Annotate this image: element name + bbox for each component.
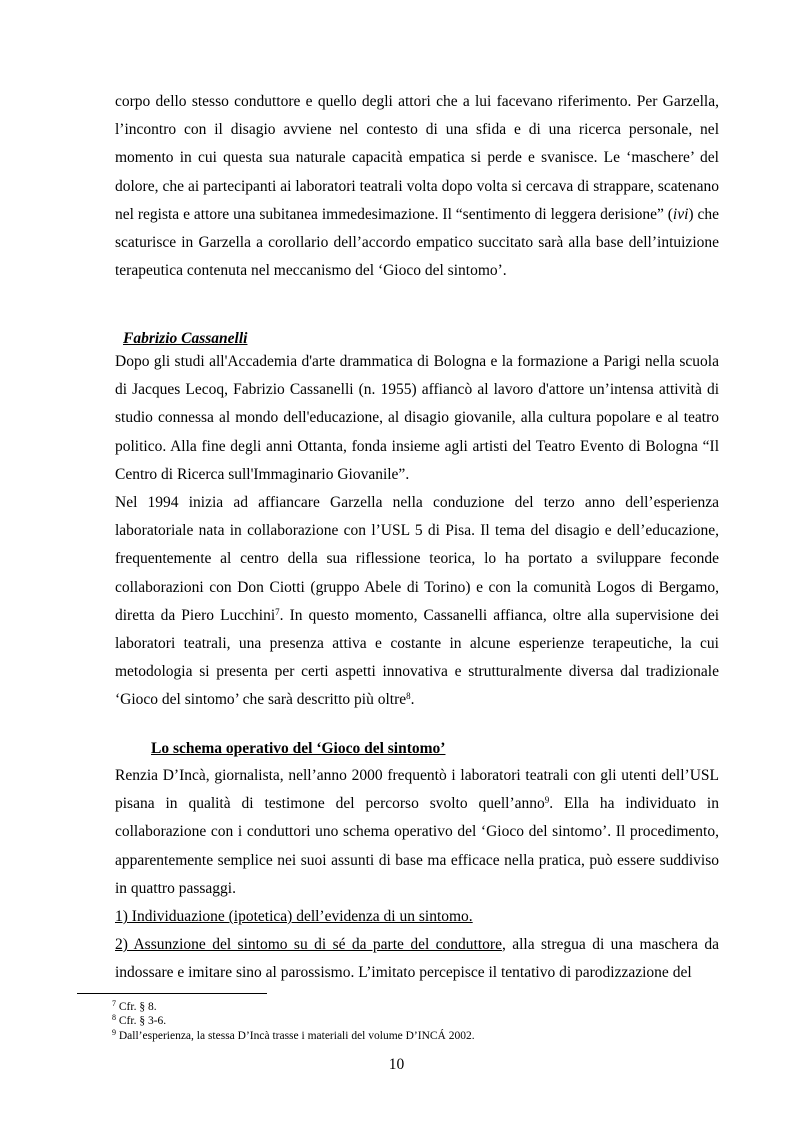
- cassanelli-paragraph-2: Nel 1994 inizia ad affiancare Garzella nella conduzione del terzo anno dell’esperienza laboratoriale nata in collaborazione con l’USL 5 di Pisa. Il tema del disagio e dell’educazione, frequentemente al centro della sua riflessione teorica, lo ha portato a sviluppare feconde collaborazioni con Don Ciotti (gruppo Abele di Torino) e con la comunità Logos di Bergamo, diretta da Piero Lucchini$^7$. In questo momento, Cassanelli affianca, oltre alla supervisione dei laboratori teatrali, una presenza attiva e costante in alcune esperienze terapeutiche, la cui metodologia si presenta per certi aspetti innovativa e strutturalmente diversa dal tradizionale ‘Gioco del sintomo’ che sarà descritto più oltre$^8$.: [115, 494, 720, 709]
- footnote-ref-7[interactable]: 7: [275, 606, 280, 617]
- footnote-separator: [77, 993, 267, 994]
- schema-step-2: 2) Assunzione del sintomo su di sé da parte del conduttore, alla stregua di una maschera da indossare e imitare sino al parossismo. L’imitato percepisce il tentativo di parodizzazione del: [115, 936, 720, 982]
- intro-ivi: ivi: [672, 205, 689, 223]
- footnote-ref-9[interactable]: 9: [544, 795, 550, 806]
- schema-section-body: [115, 762, 719, 988]
- schema-paragraph-1: Renzia D’Incà, giornalista, nell’anno 2000 frequentò i laboratori teatrali con gli utenti dell’USL pisana in qualità di testimone del percorso svolto quell’anno$^9$. Ella ha individuato in collaborazione con i conduttori uno schema operativo del ‘Gioco del sintomo’. Il procedimento, apparentemente semplice nei suoi assunti di base ma efficace nella pratica, può essere suddiviso in quattro passaggi.: [115, 767, 719, 897]
- intro-text-a: corpo dello stesso conduttore e quello degli attori che a lui facevano riferimento. Per Garzella, l’incontro con il disagio avviene nel contesto di una sfida e di una ricerca personale, nel momento in cui questa sua naturale capacità empatica si perde e svanisce. Le ‘maschere’ del dolore, che ai partecipanti ai laboratori teatrali volta dopo volta si cercava di strappare, scatenano nel regista e attore una subitanea immedesimazione. Il “sentimento di leggera derisione” (: [115, 93, 719, 223]
- page-number: 10: [388, 1056, 405, 1073]
- intro-paragraph: [115, 88, 719, 285]
- footnote-ref-8[interactable]: 8: [406, 691, 411, 702]
- section-heading-schema: Lo schema operativo del ‘Gioco del sintomo’: [151, 740, 446, 757]
- footnote-8: $^8$ Cfr. § 3-6.: [112, 1013, 167, 1028]
- schema-step-1: 1) Individuazione (ipotetica) dell’evidenza di un sintomo.: [115, 908, 473, 926]
- intro-text-b: ) che scaturisce in Garzella a corollario dell’accordo empatico succitato sarà alla base dell’intuizione terapeutica contenuta nel meccanismo del ‘Gioco del sintomo’.: [115, 205, 719, 280]
- footnote-7: $^7$ Cfr. § 8.: [112, 999, 157, 1013]
- cassanelli-paragraph-1: Dopo gli studi all'Accademia d'arte drammatica di Bologna e la formazione a Parigi nella scuola di Jacques Lecoq, Fabrizio Cassanelli (n. 1955) affiancò al lavoro d'attore un’intensa attività di studio connessa al mondo dell'educazione, al disagio giovanile, alla cultura popolare e al teatro politico. Alla fine degli anni Ottanta, fonda insieme agli artisti del Teatro Evento di Bologna “Il Centro di Ricerca sull'Immaginario Giovanile”.: [115, 353, 719, 483]
- section-heading-cassanelli: Fabrizio Cassanelli: [123, 330, 248, 347]
- cassanelli-section-body: [115, 348, 719, 715]
- footnote-9: $^9$ Dall’esperienza, la stessa D’Incà trasse i materiali del volume D’INCÁ 2002.: [112, 1027, 475, 1042]
- footnotes: [112, 1000, 475, 1043]
